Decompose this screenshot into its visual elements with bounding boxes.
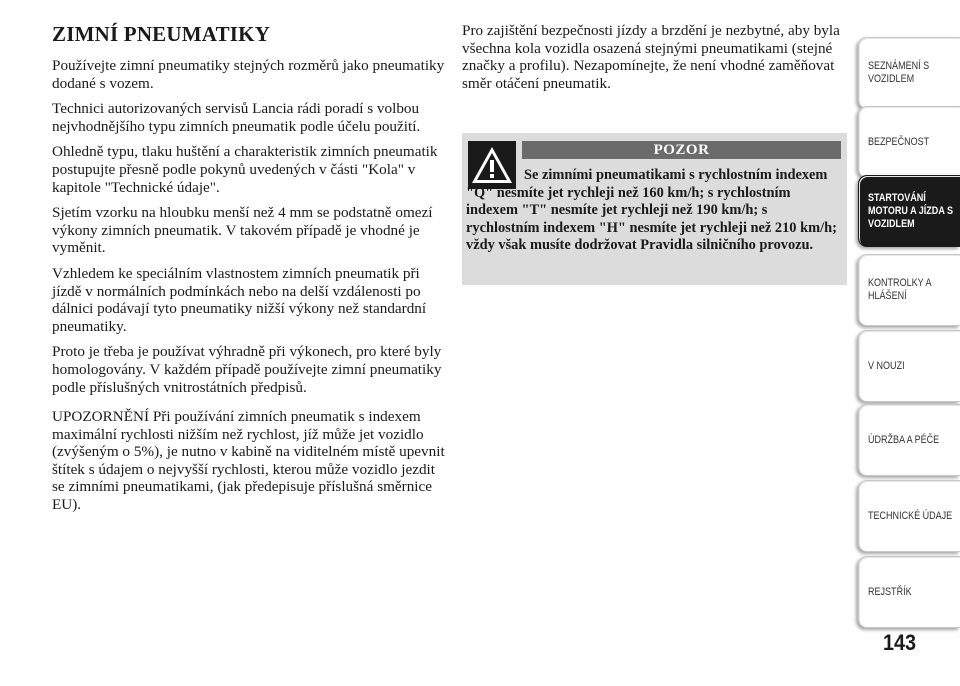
right-paragraph: Pro zajištění bezpečnosti jízdy a brzdění je nezbytné, aby byla všechna kola vozidla osazená stejnými pneumatikami (stejné značky a profilu). Nezapomínejte, že není vhodné zaměňovat směr otáčení pneumatik.: [462, 22, 840, 92]
note-paragraph: UPOZORNĚNÍ Při používání zimních pneumatik s indexem maximální rychlosti nižším než rychlost, jíž může jet vozidlo (zvýšeným o 5%), je nutno v kabině na viditelném místě upevnit štítek s údajem o nejvyšší rychlosti, kterou může vozidlo jezdit se zimními pneumatikami, (jak předepisuje příslušná směrnice EU).: [52, 408, 445, 514]
tab-startovani-motoru[interactable]: [858, 175, 960, 247]
tab-label: REJSTŘÍK: [868, 585, 912, 598]
paragraph-1: Používejte zimní pneumatiky stejných rozměrů jako pneumatiky dodané s vozem.: [52, 57, 445, 92]
warning-header: POZOR: [522, 141, 841, 159]
paragraph-6: Proto je třeba je používat výhradně při výkonech, pro které byly homologovány. V každém případě používejte zimní pneumatiky podle příslušných vnitrostátních předpisů.: [52, 343, 442, 396]
tab-label: STARTOVÁNÍ MOTORU A JÍZDA S VOZIDLEM: [868, 191, 954, 230]
paragraph-3: Ohledně typu, tlaku huštění a charakteristik zimních pneumatik postupujte přesně podle pokynů uvedených v části "Kola" v kapitole "Technické údaje".: [52, 143, 438, 196]
warning-box: [462, 133, 847, 285]
tab-technicke-udaje[interactable]: [858, 480, 960, 552]
tab-v-nouzi[interactable]: [858, 330, 960, 402]
left-column: [52, 22, 447, 522]
paragraph-5: Vzhledem ke speciálním vlastnostem zimních pneumatik při jízdě v normálních podmínkách nebo na delší vzdálenosti po dálnici podávají tyto pneumatiky nižší výkony než standardní pneumatiky.: [52, 264, 427, 335]
tab-label: ÚDRŽBA A PÉČE: [868, 433, 940, 446]
tab-label: KONTROLKY A HLÁŠENÍ: [868, 277, 931, 302]
tab-rejstrik[interactable]: [858, 556, 960, 628]
paragraph-4: Sjetím vzorku na hloubku menší než 4 mm se podstatně omezí výkony zimních pneumatik. V takovém případě je vhodné je vyměnit.: [52, 204, 433, 257]
warning-text: Se zimními pneumatikami s rychlostním indexem "Q" nesmíte jet rychleji než 160 km/h; s rychlostním indexem "T" nesmíte jet rychleji než 190 km/h; s rychlostním indexem "H" nesmíte jet rychleji než 210 km/h; vždy však musíte dodržovat Pravidla silničního provozu.: [466, 167, 837, 254]
tab-seznameni-s-vozidlem[interactable]: [858, 37, 960, 109]
tab-kontrolky-a-hlaseni[interactable]: [858, 254, 960, 326]
paragraph-2: Technici autorizovaných servisů Lancia rádi poradí s volbou nejvhodnějšího typu zimních pneumatik podle účelu použití.: [52, 100, 421, 135]
section-title: ZIMNÍ PNEUMATIKY: [52, 22, 271, 46]
tab-udrzba-a-pece[interactable]: [858, 404, 960, 476]
tab-label: V NOUZI: [868, 359, 905, 372]
tab-label: BEZPEČNOST: [868, 135, 930, 148]
page-number: 143: [883, 630, 917, 655]
tab-label: TECHNICKÉ ÚDAJE: [868, 509, 953, 522]
tab-bezpecnost[interactable]: [858, 106, 960, 178]
tab-label: SEZNÁMENÍ S VOZIDLEM: [868, 60, 930, 85]
right-column: [462, 22, 847, 100]
